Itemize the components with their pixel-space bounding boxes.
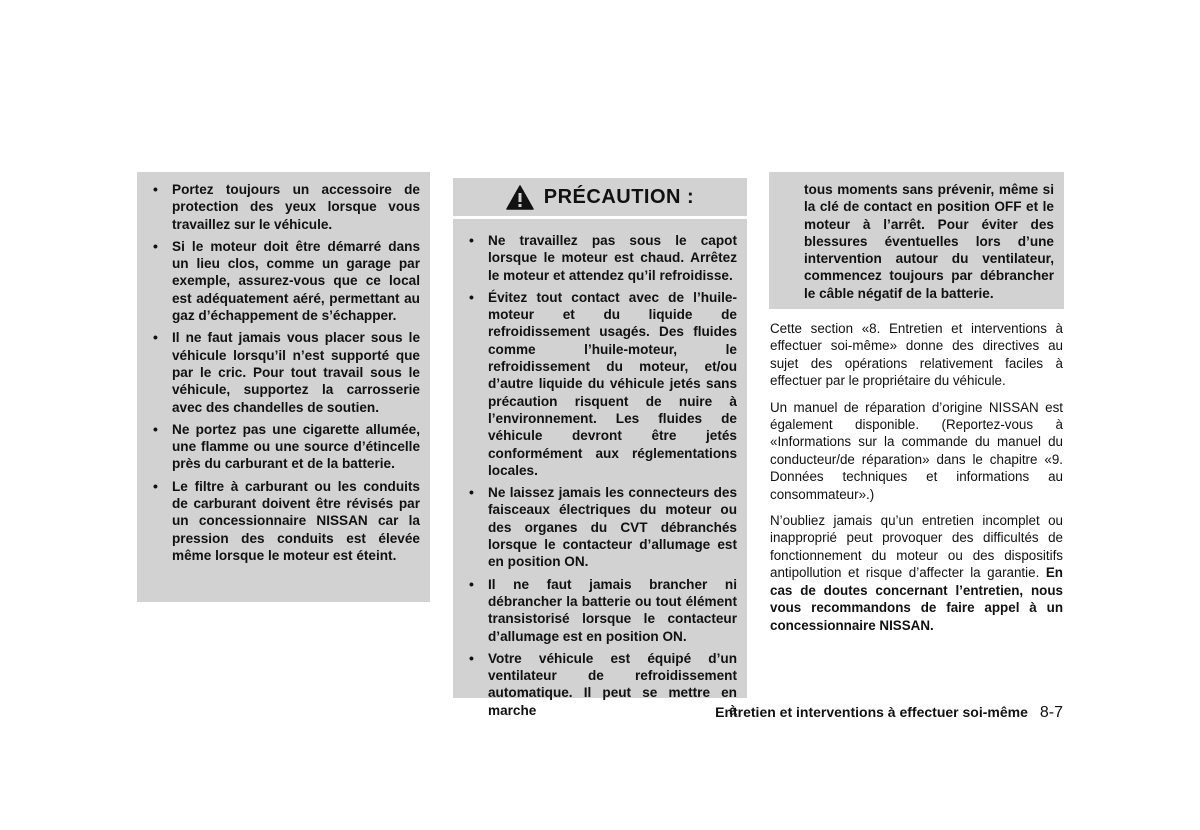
list-item: • Ne laissez jamais les connecteurs des faisceaux électriques du moteur ou des organes du CVT débranchés lorsque le contacteur d’allumage est en position ON. (465, 484, 737, 570)
list-item: • Ne travaillez pas sous le capot lorsque le moteur est chaud. Arrêtez le moteur et attendez qu’il refroidisse. (465, 232, 737, 284)
list-item: • Si le moteur doit être démarré dans un lieu clos, comme un garage par exemple, assurez-vous que ce local est adéquatement aéré, permettant au gaz d’échappement de s’échapper. (149, 238, 420, 324)
warning-triangle-icon (506, 185, 534, 210)
paragraph: Un manuel de réparation d’origine NISSAN est également disponible. (Reportez-vous à «Informations sur la commande du manuel du conducteur/de réparation» dans le chapitre «9. Données techniques et informations au consommateur».) (770, 399, 1063, 502)
list-item: • Il ne faut jamais vous placer sous le véhicule lorsqu’il n’est supporté que par le cric. Pour tout travail sous le véhicule, supportez la carrosserie avec des chandelles de soutien. (149, 329, 420, 415)
paragraph-text: N’oubliez jamais qu’un entretien incomplet ou inapproprié peut provoquer des difficultés de fonctionnement du moteur ou des dispositifs antipollution et risque d’affecter la garantie. (770, 513, 1063, 581)
safety-warning-box (137, 172, 430, 602)
caution-header (453, 178, 747, 219)
list-item: • Portez toujours un accessoire de protection des yeux lorsque vous travaillez sur le véhicule. (149, 181, 420, 233)
paragraph (770, 512, 1063, 634)
list-item: • Le filtre à carburant ou les conduits de carburant doivent être révisés par un concessionnaire NISSAN car la pression des conduits est élevée même lorsque le moteur est éteint. (149, 478, 420, 564)
body-text (770, 320, 1063, 643)
list-item: • Ne portez pas une cigarette allumée, une flamme ou une source d’étincelle près du carburant et de la batterie. (149, 421, 420, 473)
caution-title: PRÉCAUTION : (543, 185, 695, 208)
page-footer (715, 704, 1063, 722)
list-item: • Il ne faut jamais brancher ni débrancher la batterie ou tout élément transistorisé lorsque le contacteur d’allumage est en position ON. (465, 576, 737, 645)
list-item: • Votre véhicule est équipé d’un ventilateur de refroidissement automatique. Il peut se mettre en marche à (465, 650, 737, 719)
caution-box (453, 178, 747, 718)
caution-list (465, 232, 737, 719)
caution-continuation-box (769, 172, 1064, 309)
page-number: 8-7 (1039, 704, 1063, 721)
caution-continuation: tous moments sans prévenir, même si la clé de contact en position OFF et le moteur à l’arrêt. Pour éviter des blessures éventuelles lors d’une intervention autour du ventilateur, commencez toujours par débrancher le câble négatif de la batterie. (804, 182, 1054, 301)
safety-list (149, 181, 420, 564)
paragraph-bold: En cas de doutes concernant l’entretien, nous vous recommandons de faire appel à un concessionnaire NISSAN. (770, 565, 1063, 633)
paragraph: Cette section «8. Entretien et interventions à effectuer soi-même» donne des directives au sujet des opérations relativement faciles à effectuer par le propriétaire du véhicule. (770, 321, 1063, 389)
section-title: Entretien et interventions à effectuer soi-même (715, 704, 1028, 720)
list-item: • Évitez tout contact avec de l’huile-moteur et du liquide de refroidissement usagés. Des fluides comme l’huile-moteur, le refroidissement du moteur, et/ou d’autre liquide du véhicule jetés sans précaution risquent de nuire à l’environnement. Les fluides de véhicule devront être jetés conformément aux réglementations locales. (465, 289, 737, 479)
